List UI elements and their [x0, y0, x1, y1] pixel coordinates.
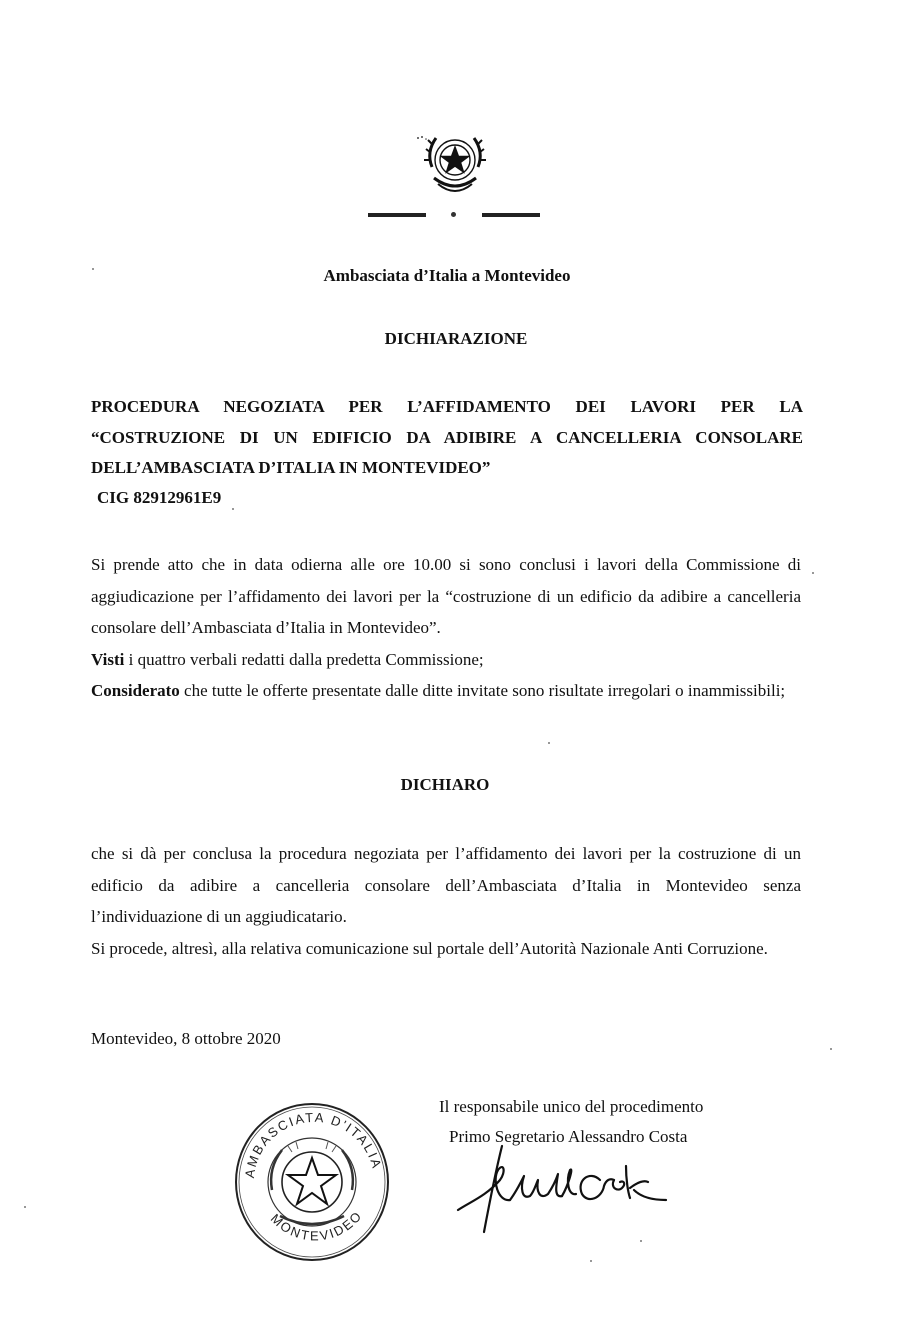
- subject-line: PROCEDURA NEGOZIATA PER L’AFFIDAMENTO DEI LAVORI PER LA: [91, 397, 803, 416]
- document-title: DICHIARAZIONE: [384, 329, 528, 348]
- declaration-text: che si dà per conclusa la procedura negoziata per l’affidamento dei lavori per la costruzione di un edificio da adibire a cancelleria consolare dell’Ambasciata d’Italia in Montevideo senza l’individuazione di un aggiudicatario.: [91, 844, 801, 926]
- subject-line: “COSTRUZIONE DI UN EDIFICIO DA ADIBIRE A CANCELLERIA CONSOLARE: [91, 427, 803, 447]
- scan-speck: [232, 508, 234, 510]
- emblem-divider-dot: [451, 212, 456, 217]
- scan-speck: [640, 1240, 642, 1242]
- premises-section: [91, 549, 801, 707]
- stamp-top-text: AMBASCIATA D'ITALIA: [241, 1109, 385, 1179]
- visti-text: i quattro verbali redatti dalla predetta Commissione;: [124, 649, 484, 669]
- place-and-date: Montevideo, 8 ottobre 2020: [91, 1029, 281, 1048]
- scan-speck: [830, 1048, 832, 1050]
- scan-speck: [590, 1260, 592, 1262]
- scan-speck: [92, 268, 94, 270]
- responsible-title: Il responsabile unico del procedimento: [439, 1097, 704, 1116]
- embassy-stamp-icon: [232, 1098, 392, 1264]
- emblem-divider-left: [368, 213, 426, 217]
- declaration-heading: DICHIARO: [400, 775, 490, 794]
- declaration-section: [91, 838, 801, 964]
- cig-code: CIG 82912961E9: [97, 488, 222, 507]
- handwritten-signature-icon: [440, 1140, 680, 1240]
- premises-visti: [91, 644, 801, 676]
- considerato-label: Considerato: [91, 681, 180, 700]
- emblem-divider-right: [482, 213, 540, 217]
- premises-intro: Si prende atto che in data odierna alle ore 10.00 si sono conclusi i lavori della Commissione di aggiudicazione per l’affidamento dei lavori per la “costruzione di un edificio da adibire a cancelleria consolare dell’Ambasciata d’Italia in Montevideo”.: [91, 555, 801, 637]
- signer-name: Primo Segretario Alessandro Costa: [449, 1127, 688, 1146]
- subject-line: DELL’AMBASCIATA D’ITALIA IN MONTEVIDEO”: [91, 458, 491, 477]
- scan-speck: [548, 742, 550, 744]
- procedure-subject: [91, 392, 803, 484]
- svg-text:AMBASCIATA D'ITALIA: [242, 1110, 385, 1179]
- considerato-text: che tutte le offerte presentate dalle ditte invitate sono risultate irregolari o inammissibili;: [179, 681, 786, 700]
- visti-label: Visti: [91, 649, 125, 669]
- communication-text: Si procede, altresì, alla relativa comunicazione sul portale dell’Autorità Nazionale Anti Corruzione.: [91, 938, 768, 958]
- scan-speck: [24, 1206, 26, 1208]
- scan-speck: [812, 572, 814, 574]
- premises-considerato: [91, 675, 801, 707]
- stamp-bottom-text: MONTEVIDEO: [267, 1207, 366, 1244]
- italian-republic-emblem-icon: [412, 122, 498, 204]
- embassy-name: Ambasciata d’Italia a Montevideo: [323, 266, 571, 285]
